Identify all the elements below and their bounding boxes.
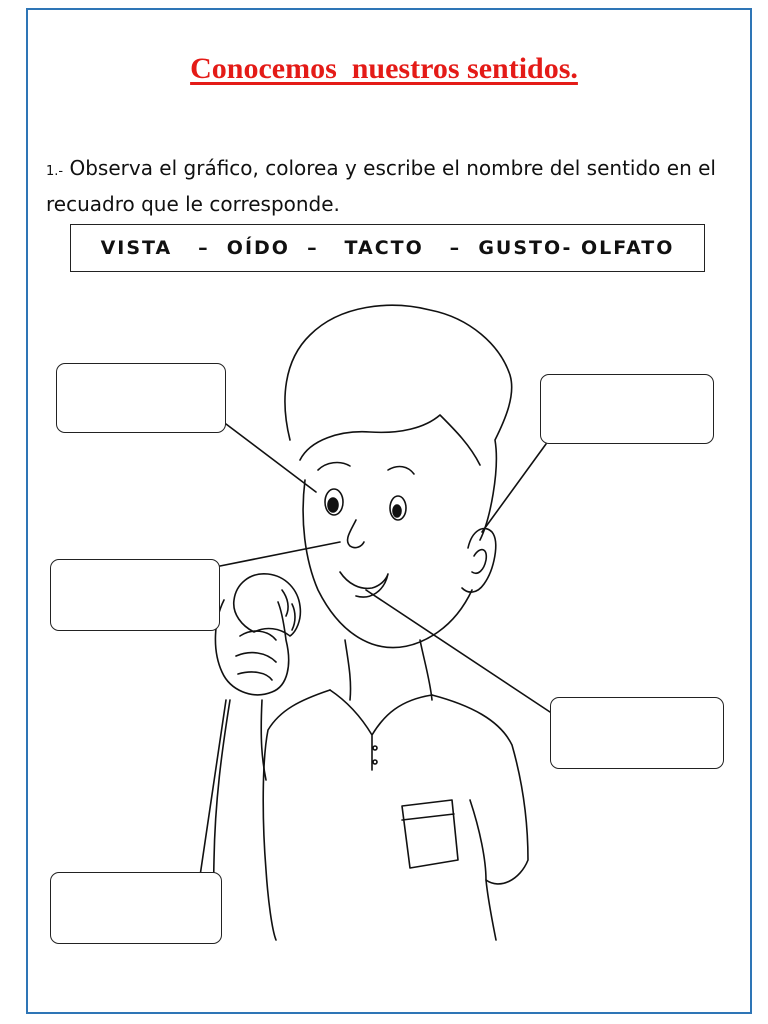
button-top bbox=[373, 746, 377, 750]
answer-box-nose[interactable] bbox=[50, 559, 220, 631]
hand bbox=[215, 600, 288, 695]
ear-outline bbox=[462, 529, 496, 593]
fingers bbox=[236, 631, 276, 680]
shirt-pocket bbox=[402, 800, 458, 868]
collar bbox=[330, 690, 432, 770]
neck bbox=[345, 640, 432, 700]
page-title: Conocemos nuestros sentidos. bbox=[190, 52, 578, 85]
mouth bbox=[340, 572, 388, 597]
button-bottom bbox=[373, 760, 377, 764]
answer-box-eye[interactable] bbox=[56, 363, 226, 433]
answer-box-mouth[interactable] bbox=[550, 697, 724, 769]
left-eyebrow bbox=[318, 463, 350, 470]
instruction-number: 1.- bbox=[46, 164, 64, 179]
word-bank: VISTA – OÍDO – TACTO – GUSTO- OLFATO bbox=[70, 224, 705, 272]
right-eyebrow bbox=[388, 467, 414, 474]
connector-mouth bbox=[366, 590, 550, 712]
connector-hand bbox=[200, 700, 226, 876]
connector-nose bbox=[220, 542, 340, 566]
answer-box-ear[interactable] bbox=[540, 374, 714, 444]
shirt-outline bbox=[263, 690, 528, 940]
sleeve-line bbox=[470, 800, 486, 880]
right-pupil bbox=[393, 505, 401, 517]
hair-fringe bbox=[300, 415, 480, 465]
answer-box-hand[interactable] bbox=[50, 872, 222, 944]
left-pupil bbox=[328, 498, 338, 512]
connector-eye bbox=[226, 424, 316, 492]
connector-ear bbox=[482, 444, 546, 532]
nose bbox=[348, 520, 364, 548]
fruit bbox=[234, 574, 301, 636]
ear-inner bbox=[472, 550, 486, 574]
instruction-body: Observa el gráfico, colorea y escribe el nombre del sentido en el recuadro que le corresponde. bbox=[46, 156, 716, 216]
